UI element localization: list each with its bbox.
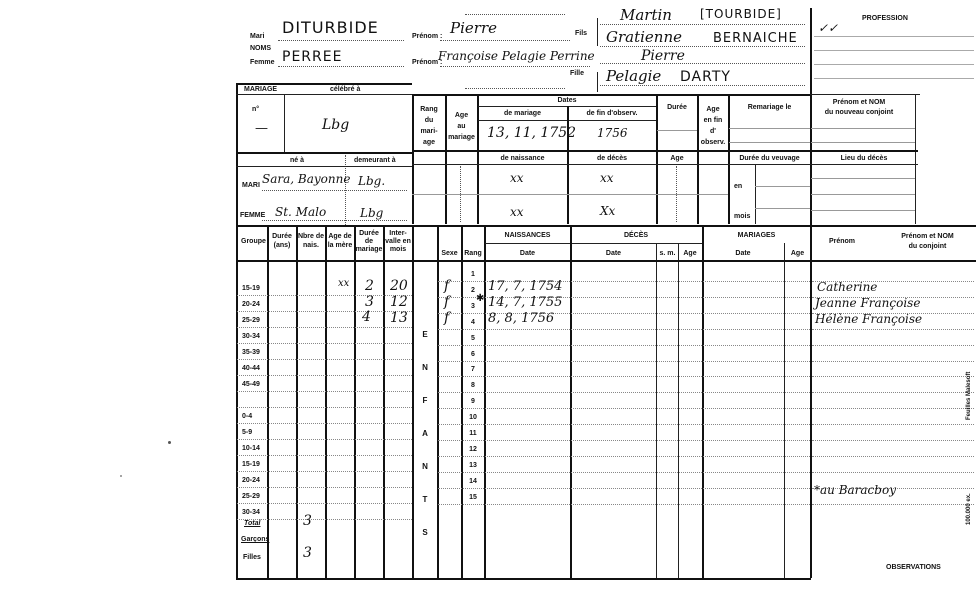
label-prenom-mari: Prénom : (412, 33, 443, 40)
rang-label: 12 (469, 445, 477, 453)
label-age-mariage: Age au mariage (448, 112, 475, 141)
group-row-line (237, 503, 412, 504)
side-count: 100.000 ex. (966, 493, 972, 525)
group-row-line (237, 375, 412, 376)
label-total: Total (244, 520, 261, 527)
group-row-line (237, 343, 412, 344)
child1-duree: 2 (365, 278, 374, 294)
child-row-line (438, 472, 810, 473)
rang-label: 8 (471, 382, 475, 390)
child-row-line (438, 456, 810, 457)
fils-mother-firstname: Gratienne (606, 28, 682, 46)
label-noms: NOMS (250, 45, 271, 52)
label-rang: Rang (464, 250, 482, 257)
group-row-line (237, 455, 412, 456)
label-mariage: MARIAGE (244, 86, 278, 93)
rang-label: 1 (471, 271, 475, 278)
label-mariages: MARIAGES (737, 232, 776, 239)
group-row-line (237, 423, 412, 424)
label-sexe: Sexe (441, 250, 458, 257)
fille-father-firstname: Pierre (641, 48, 685, 64)
label-mari: Mari (250, 33, 265, 40)
femme-firstname: Françoise Pelagie Perrine (438, 49, 595, 63)
label-mois: mois (734, 213, 751, 220)
mari-firstname: Pierre (450, 19, 497, 37)
fille-mother-firstname: Pelagie (606, 67, 662, 85)
group-label: 25-29 (242, 493, 260, 500)
child-row-line (438, 329, 810, 330)
group-label: 20-24 (242, 301, 260, 308)
stray-dot (120, 475, 122, 477)
label-de-fin-obs: de fin d'observ. (586, 110, 638, 117)
child1-intervalle: 20 (390, 278, 408, 294)
label-ne-a: né à (290, 157, 305, 164)
label-celebre-a: célébré à (330, 86, 361, 93)
label-de-deces: de décès (597, 155, 627, 162)
label-groupe: Groupe (241, 238, 266, 245)
group-label: 10-14 (242, 445, 260, 452)
label-lieu-deces: Lieu du décès (840, 155, 888, 162)
group-label: 45-49 (242, 381, 260, 388)
prenom-row-line (812, 345, 974, 346)
label-en: en (734, 183, 743, 190)
prenom-row-line (812, 408, 974, 409)
child2-asterisk-icon: ✱ (476, 293, 485, 304)
child-row-line (438, 504, 810, 505)
child-row-line (438, 361, 810, 362)
prenom-row-line (812, 424, 974, 425)
total-naissances: 3 (303, 513, 312, 529)
child1-prenom: Catherine (817, 280, 878, 294)
rang-label: 3 (471, 302, 475, 310)
child-row-line (438, 488, 810, 489)
label-deces: DÉCÈS (623, 232, 649, 239)
label-rang-mariage: Rang du mari- age (420, 106, 438, 146)
child-row-line (438, 408, 810, 409)
group-label: 5-9 (242, 429, 253, 436)
group-label: 25-29 (242, 317, 260, 324)
mari-residence: Lbg. (358, 174, 386, 188)
label-prenom-femme: Prénom : (412, 59, 443, 66)
group-label: 40-44 (242, 365, 260, 372)
label-mariages-age: Age (790, 250, 805, 257)
prenom-row-line (812, 456, 974, 457)
group-label: 30-34 (242, 509, 260, 516)
child3-sexe: f (444, 310, 450, 326)
label-fils: Fils (575, 30, 588, 37)
child2-sexe: f (444, 294, 450, 310)
group-row-line (237, 519, 412, 520)
mariage-number: — (255, 121, 268, 136)
mari-surname: DITURBIDE (282, 18, 379, 37)
rang-label: 4 (471, 318, 475, 326)
prenom-row-line (812, 440, 974, 441)
label-age-mere: Age de la mère (327, 233, 353, 249)
child3-date: 8, 8, 1756 (488, 311, 555, 326)
femme-deathdate: Xx (600, 204, 616, 218)
group-label: 35-39 (242, 349, 260, 356)
child1-sexe: f (444, 278, 450, 294)
group-row-line (237, 295, 412, 296)
prenom-row-line (812, 472, 974, 473)
fille-mother-name: DARTY (680, 69, 731, 85)
profession-mark: ✓✓ (818, 21, 839, 35)
label-prenom-nom-conjoint: Prénom et NOM du conjoint (901, 233, 954, 250)
prenom-row-line (812, 329, 974, 330)
label-femme: Femme (250, 59, 275, 66)
child3-intervalle: 13 (390, 310, 408, 326)
femme-birthdate: xx (510, 205, 524, 219)
rang-label: 11 (469, 430, 477, 437)
fils-mother-name: BERNAICHE (713, 31, 798, 46)
label-naissances: NAISSANCES (504, 232, 551, 239)
child-row-line (438, 345, 810, 346)
group-row-line (237, 391, 412, 392)
label-fille: Fille (570, 70, 585, 77)
child1-date: 17, 7, 1754 (488, 279, 563, 294)
child-row-line (438, 392, 810, 393)
label-sm: s. m. (659, 250, 676, 257)
group-label: 30-34 (242, 333, 260, 340)
prenom-row-line (812, 361, 974, 362)
prenom-row-line (812, 504, 974, 505)
label-duree: Durée (667, 104, 687, 111)
rang-label: 14 (469, 477, 477, 485)
group-row-line (237, 359, 412, 360)
label-duree-mariage: Durée de mariage (355, 230, 383, 253)
femme-residence: Lbg (360, 206, 384, 220)
femme-surname: PERREE (282, 49, 343, 65)
prenom-row-line (812, 376, 974, 377)
label-duree-ans: Durée (ans) (272, 233, 292, 249)
label-age: Age (670, 155, 684, 162)
child-row-line (438, 424, 810, 425)
group-row-line (237, 439, 412, 440)
filles-naissances: 3 (303, 545, 312, 561)
rang-label: 5 (471, 334, 475, 342)
label-prenom-nom-nouveau: Prénom et NOM du nouveau conjoint (824, 99, 894, 116)
group-row-line (237, 311, 412, 312)
rang-label: 10 (469, 414, 477, 422)
group-label: 15-19 (242, 461, 260, 468)
rang-label: 15 (469, 493, 477, 501)
fils-father-firstname: Martin (620, 6, 672, 24)
group-row-line (237, 327, 412, 328)
date-fin-observation: 1756 (597, 126, 628, 140)
label-filles: Filles (243, 554, 261, 561)
age-mere-mark: xx (338, 278, 350, 289)
child3-duree: 4 (362, 309, 371, 325)
group-label: 15-19 (242, 285, 260, 292)
child2-duree: 3 (365, 294, 374, 310)
label-naiss-date: Date (519, 250, 536, 257)
mari-birthdate: xx (510, 171, 524, 185)
label-numero: n° (252, 106, 260, 113)
mariage-place: Lbg (322, 117, 350, 133)
rang-label: 7 (471, 366, 475, 374)
label-intervalle: Inter- valle en mois (385, 230, 411, 253)
label-deces-age: Age (683, 250, 697, 257)
group-row-line (237, 471, 412, 472)
baracboy-note: *au Baracboy (814, 483, 896, 497)
label-enfants-vertical: E N F A N T S (422, 330, 428, 537)
label-de-mariage: de mariage (504, 110, 541, 117)
group-row-line (237, 407, 412, 408)
rang-label: 13 (469, 461, 477, 469)
mari-deathdate: xx (600, 171, 614, 185)
date-mariage: 13, 11, 1752 (487, 125, 577, 141)
mari-birthplace: Sara, Bayonne (262, 172, 351, 186)
label-remariage-le: Remariage le (747, 104, 792, 111)
label-dates: Dates (557, 97, 577, 104)
label-de-naissance: de naissance (500, 155, 545, 162)
label-demeurant-a: demeurant à (354, 157, 396, 164)
label-deces-date: Date (605, 250, 622, 257)
label-observations: OBSERVATIONS (886, 564, 941, 571)
femme-birthplace: St. Malo (275, 205, 327, 219)
label-garcons: Garçons (241, 536, 270, 543)
child2-date: 14, 7, 1755 (488, 295, 563, 310)
child2-intervalle: 12 (390, 294, 408, 310)
label-nbre-naiss: Nbre de nais. (297, 233, 325, 249)
rang-label: 2 (471, 286, 475, 294)
child3-prenom: Hélène Françoise (815, 312, 923, 326)
child2-prenom: Jeanne Françoise (815, 296, 921, 310)
side-publisher: Feuilles Malesoft (966, 371, 972, 420)
fils-father-name: [TOURBIDE] (700, 7, 782, 21)
label-profession: PROFESSION (862, 15, 908, 22)
prenom-row-line (812, 392, 974, 393)
group-label: 0-4 (242, 413, 253, 420)
label-femme-row: FEMME (240, 212, 266, 219)
rang-label: 6 (471, 350, 475, 358)
rang-label: 9 (471, 398, 475, 406)
group-label: 20-24 (242, 477, 260, 484)
stray-dot (168, 441, 171, 444)
child-row-line (438, 376, 810, 377)
label-mariages-date: Date (735, 250, 751, 257)
label-duree-veuvage: Durée du veuvage (739, 155, 800, 162)
group-row-line (237, 487, 412, 488)
label-prenom-enfant: Prénom (828, 238, 856, 245)
child-row-line (438, 440, 810, 441)
label-mari-row: MARI (242, 182, 260, 189)
label-age-fin-obs: Age en fin d' observ. (700, 106, 726, 146)
